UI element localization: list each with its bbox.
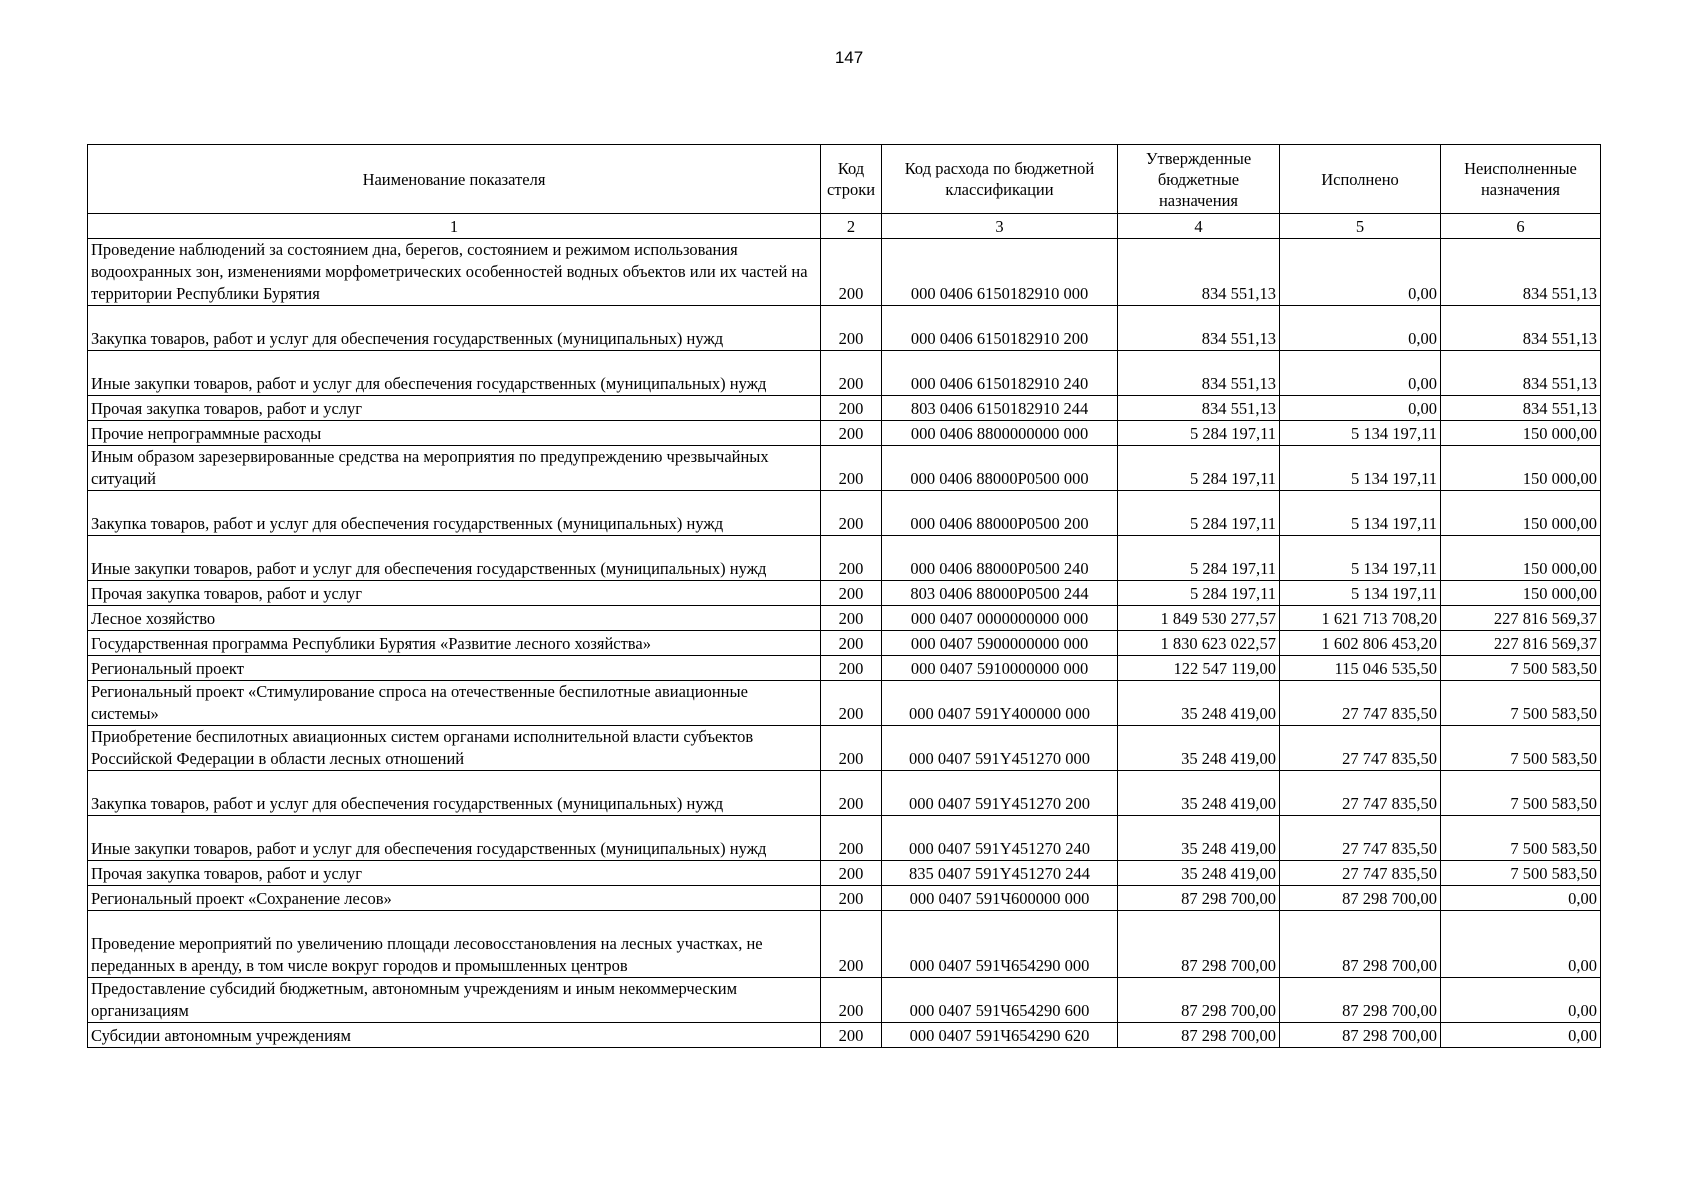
table-row [88, 631, 1601, 656]
row-approved-amount: 35 248 419,00 [1118, 816, 1280, 861]
row-approved-amount: 5 284 197,11 [1118, 491, 1280, 536]
header-approved-appropriations: Утвержденные бюджетные назначения [1118, 145, 1280, 214]
row-classification-code: 000 0406 6150182910 240 [882, 351, 1118, 396]
table-row [88, 306, 1601, 351]
row-unexecuted-amount: 834 551,13 [1441, 239, 1601, 306]
row-indicator-name: Проведение наблюдений за состоянием дна, берегов, состоянием и режимом использования водоохранных зон, изменениями морфометрических особенностей водных объектов или их частей на территории Республики Бурятия [88, 239, 821, 306]
row-classification-code: 000 0406 6150182910 200 [882, 306, 1118, 351]
row-unexecuted-amount: 150 000,00 [1441, 536, 1601, 581]
row-executed-amount: 27 747 835,50 [1280, 816, 1441, 861]
row-approved-amount: 5 284 197,11 [1118, 581, 1280, 606]
row-unexecuted-amount: 0,00 [1441, 911, 1601, 978]
row-unexecuted-amount: 7 500 583,50 [1441, 656, 1601, 681]
row-executed-amount: 5 134 197,11 [1280, 491, 1441, 536]
column-number: 3 [882, 214, 1118, 239]
table-row [88, 861, 1601, 886]
row-classification-code: 835 0407 591Y451270 244 [882, 861, 1118, 886]
row-approved-amount: 834 551,13 [1118, 239, 1280, 306]
row-line-code: 200 [821, 581, 882, 606]
row-indicator-name: Прочая закупка товаров, работ и услуг [88, 396, 821, 421]
page-number: 147 [834, 48, 864, 67]
row-line-code: 200 [821, 631, 882, 656]
header-row [88, 145, 1601, 214]
row-indicator-name: Иные закупки товаров, работ и услуг для обеспечения государственных (муниципальных) нужд [88, 351, 821, 396]
row-indicator-name: Предоставление субсидий бюджетным, автономным учреждениям и иным некоммерческим организациям [88, 978, 821, 1023]
row-classification-code: 000 0406 8800000000 000 [882, 421, 1118, 446]
row-line-code: 200 [821, 396, 882, 421]
row-executed-amount: 1 602 806 453,20 [1280, 631, 1441, 656]
row-indicator-name: Прочая закупка товаров, работ и услуг [88, 861, 821, 886]
row-approved-amount: 87 298 700,00 [1118, 886, 1280, 911]
header-indicator-name: Наименование показателя [88, 145, 821, 214]
row-unexecuted-amount: 7 500 583,50 [1441, 726, 1601, 771]
table-row [88, 581, 1601, 606]
row-unexecuted-amount: 834 551,13 [1441, 306, 1601, 351]
row-executed-amount: 5 134 197,11 [1280, 581, 1441, 606]
row-executed-amount: 87 298 700,00 [1280, 978, 1441, 1023]
row-classification-code: 803 0406 6150182910 244 [882, 396, 1118, 421]
row-approved-amount: 5 284 197,11 [1118, 421, 1280, 446]
row-line-code: 200 [821, 239, 882, 306]
row-approved-amount: 834 551,13 [1118, 396, 1280, 421]
row-indicator-name: Иным образом зарезервированные средства на мероприятия по предупреждению чрезвычайных ситуаций [88, 446, 821, 491]
row-classification-code: 000 0407 591Y451270 240 [882, 816, 1118, 861]
table-row [88, 351, 1601, 396]
row-unexecuted-amount: 7 500 583,50 [1441, 816, 1601, 861]
row-approved-amount: 35 248 419,00 [1118, 861, 1280, 886]
row-line-code: 200 [821, 606, 882, 631]
row-unexecuted-amount: 150 000,00 [1441, 491, 1601, 536]
row-line-code: 200 [821, 726, 882, 771]
table-row [88, 978, 1601, 1023]
row-classification-code: 000 0407 591Ч654290 600 [882, 978, 1118, 1023]
row-unexecuted-amount: 0,00 [1441, 978, 1601, 1023]
table-row [88, 446, 1601, 491]
row-approved-amount: 35 248 419,00 [1118, 726, 1280, 771]
table-row [88, 771, 1601, 816]
row-approved-amount: 834 551,13 [1118, 306, 1280, 351]
row-unexecuted-amount: 7 500 583,50 [1441, 681, 1601, 726]
table-row [88, 816, 1601, 861]
column-number: 6 [1441, 214, 1601, 239]
column-number: 4 [1118, 214, 1280, 239]
row-indicator-name: Региональный проект «Стимулирование спроса на отечественные беспилотные авиационные системы» [88, 681, 821, 726]
table-body [88, 239, 1601, 1048]
row-executed-amount: 87 298 700,00 [1280, 886, 1441, 911]
row-approved-amount: 122 547 119,00 [1118, 656, 1280, 681]
row-line-code: 200 [821, 681, 882, 726]
row-approved-amount: 5 284 197,11 [1118, 536, 1280, 581]
row-unexecuted-amount: 7 500 583,50 [1441, 771, 1601, 816]
row-approved-amount: 1 830 623 022,57 [1118, 631, 1280, 656]
table-row [88, 239, 1601, 306]
row-unexecuted-amount: 0,00 [1441, 886, 1601, 911]
row-executed-amount: 115 046 535,50 [1280, 656, 1441, 681]
row-indicator-name: Закупка товаров, работ и услуг для обеспечения государственных (муниципальных) нужд [88, 771, 821, 816]
row-indicator-name: Приобретение беспилотных авиационных систем органами исполнительной власти субъектов Российской Федерации в области лесных отношений [88, 726, 821, 771]
header-executed: Исполнено [1280, 145, 1441, 214]
row-approved-amount: 87 298 700,00 [1118, 1023, 1280, 1048]
row-indicator-name: Региональный проект «Сохранение лесов» [88, 886, 821, 911]
row-indicator-name: Прочая закупка товаров, работ и услуг [88, 581, 821, 606]
table-row [88, 491, 1601, 536]
budget-execution-table [87, 144, 1601, 1048]
row-executed-amount: 27 747 835,50 [1280, 726, 1441, 771]
row-indicator-name: Региональный проект [88, 656, 821, 681]
row-line-code: 200 [821, 861, 882, 886]
row-approved-amount: 5 284 197,11 [1118, 446, 1280, 491]
table-row [88, 606, 1601, 631]
row-classification-code: 000 0407 591Ч654290 620 [882, 1023, 1118, 1048]
row-executed-amount: 5 134 197,11 [1280, 536, 1441, 581]
row-executed-amount: 0,00 [1280, 351, 1441, 396]
row-indicator-name: Проведение мероприятий по увеличению площади лесовосстановления на лесных участках, не переданных в аренду, в том числе вокруг городов и промышленных центров [88, 911, 821, 978]
table-row [88, 886, 1601, 911]
row-executed-amount: 87 298 700,00 [1280, 911, 1441, 978]
table-row [88, 396, 1601, 421]
row-indicator-name: Прочие непрограммные расходы [88, 421, 821, 446]
row-unexecuted-amount: 834 551,13 [1441, 396, 1601, 421]
row-line-code: 200 [821, 446, 882, 491]
row-executed-amount: 27 747 835,50 [1280, 771, 1441, 816]
header-budget-classification-code: Код расхода по бюджетной классификации [882, 145, 1118, 214]
row-unexecuted-amount: 227 816 569,37 [1441, 631, 1601, 656]
row-classification-code: 000 0407 5900000000 000 [882, 631, 1118, 656]
table-row [88, 1023, 1601, 1048]
row-unexecuted-amount: 0,00 [1441, 1023, 1601, 1048]
row-executed-amount: 27 747 835,50 [1280, 681, 1441, 726]
row-classification-code: 000 0407 5910000000 000 [882, 656, 1118, 681]
row-classification-code: 000 0407 0000000000 000 [882, 606, 1118, 631]
row-executed-amount: 5 134 197,11 [1280, 421, 1441, 446]
table-row [88, 656, 1601, 681]
row-line-code: 200 [821, 306, 882, 351]
column-number-row [88, 214, 1601, 239]
row-approved-amount: 35 248 419,00 [1118, 681, 1280, 726]
row-line-code: 200 [821, 886, 882, 911]
row-classification-code: 000 0407 591Y451270 200 [882, 771, 1118, 816]
row-executed-amount: 1 621 713 708,20 [1280, 606, 1441, 631]
row-unexecuted-amount: 150 000,00 [1441, 581, 1601, 606]
row-unexecuted-amount: 150 000,00 [1441, 421, 1601, 446]
row-approved-amount: 35 248 419,00 [1118, 771, 1280, 816]
row-unexecuted-amount: 834 551,13 [1441, 351, 1601, 396]
column-number: 2 [821, 214, 882, 239]
row-indicator-name: Закупка товаров, работ и услуг для обеспечения государственных (муниципальных) нужд [88, 306, 821, 351]
row-line-code: 200 [821, 656, 882, 681]
row-executed-amount: 0,00 [1280, 396, 1441, 421]
row-classification-code: 000 0407 591Y451270 000 [882, 726, 1118, 771]
row-unexecuted-amount: 7 500 583,50 [1441, 861, 1601, 886]
row-classification-code: 803 0406 88000P0500 244 [882, 581, 1118, 606]
row-unexecuted-amount: 227 816 569,37 [1441, 606, 1601, 631]
row-line-code: 200 [821, 816, 882, 861]
row-classification-code: 000 0406 88000P0500 200 [882, 491, 1118, 536]
row-classification-code: 000 0407 591Ч654290 000 [882, 911, 1118, 978]
table-row [88, 421, 1601, 446]
row-indicator-name: Лесное хозяйство [88, 606, 821, 631]
row-approved-amount: 834 551,13 [1118, 351, 1280, 396]
row-line-code: 200 [821, 911, 882, 978]
row-line-code: 200 [821, 978, 882, 1023]
table-row [88, 726, 1601, 771]
row-line-code: 200 [821, 771, 882, 816]
row-line-code: 200 [821, 1023, 882, 1048]
table-row [88, 911, 1601, 978]
row-executed-amount: 5 134 197,11 [1280, 446, 1441, 491]
table-row [88, 681, 1601, 726]
row-indicator-name: Иные закупки товаров, работ и услуг для обеспечения государственных (муниципальных) нужд [88, 536, 821, 581]
row-unexecuted-amount: 150 000,00 [1441, 446, 1601, 491]
row-executed-amount: 27 747 835,50 [1280, 861, 1441, 886]
row-classification-code: 000 0406 88000P0500 240 [882, 536, 1118, 581]
row-line-code: 200 [821, 536, 882, 581]
row-line-code: 200 [821, 491, 882, 536]
header-unexecuted-appropriations: Неисполненные назначения [1441, 145, 1601, 214]
row-classification-code: 000 0407 591Ч600000 000 [882, 886, 1118, 911]
column-number: 1 [88, 214, 821, 239]
row-approved-amount: 87 298 700,00 [1118, 978, 1280, 1023]
row-indicator-name: Иные закупки товаров, работ и услуг для обеспечения государственных (муниципальных) нужд [88, 816, 821, 861]
header-line-code: Код строки [821, 145, 882, 214]
row-approved-amount: 87 298 700,00 [1118, 911, 1280, 978]
row-indicator-name: Субсидии автономным учреждениям [88, 1023, 821, 1048]
row-classification-code: 000 0406 88000P0500 000 [882, 446, 1118, 491]
row-classification-code: 000 0407 591Y400000 000 [882, 681, 1118, 726]
row-indicator-name: Государственная программа Республики Бурятия «Развитие лесного хозяйства» [88, 631, 821, 656]
row-executed-amount: 87 298 700,00 [1280, 1023, 1441, 1048]
row-executed-amount: 0,00 [1280, 239, 1441, 306]
row-classification-code: 000 0406 6150182910 000 [882, 239, 1118, 306]
column-number: 5 [1280, 214, 1441, 239]
row-executed-amount: 0,00 [1280, 306, 1441, 351]
row-indicator-name: Закупка товаров, работ и услуг для обеспечения государственных (муниципальных) нужд [88, 491, 821, 536]
table-row [88, 536, 1601, 581]
row-approved-amount: 1 849 530 277,57 [1118, 606, 1280, 631]
row-line-code: 200 [821, 421, 882, 446]
row-line-code: 200 [821, 351, 882, 396]
